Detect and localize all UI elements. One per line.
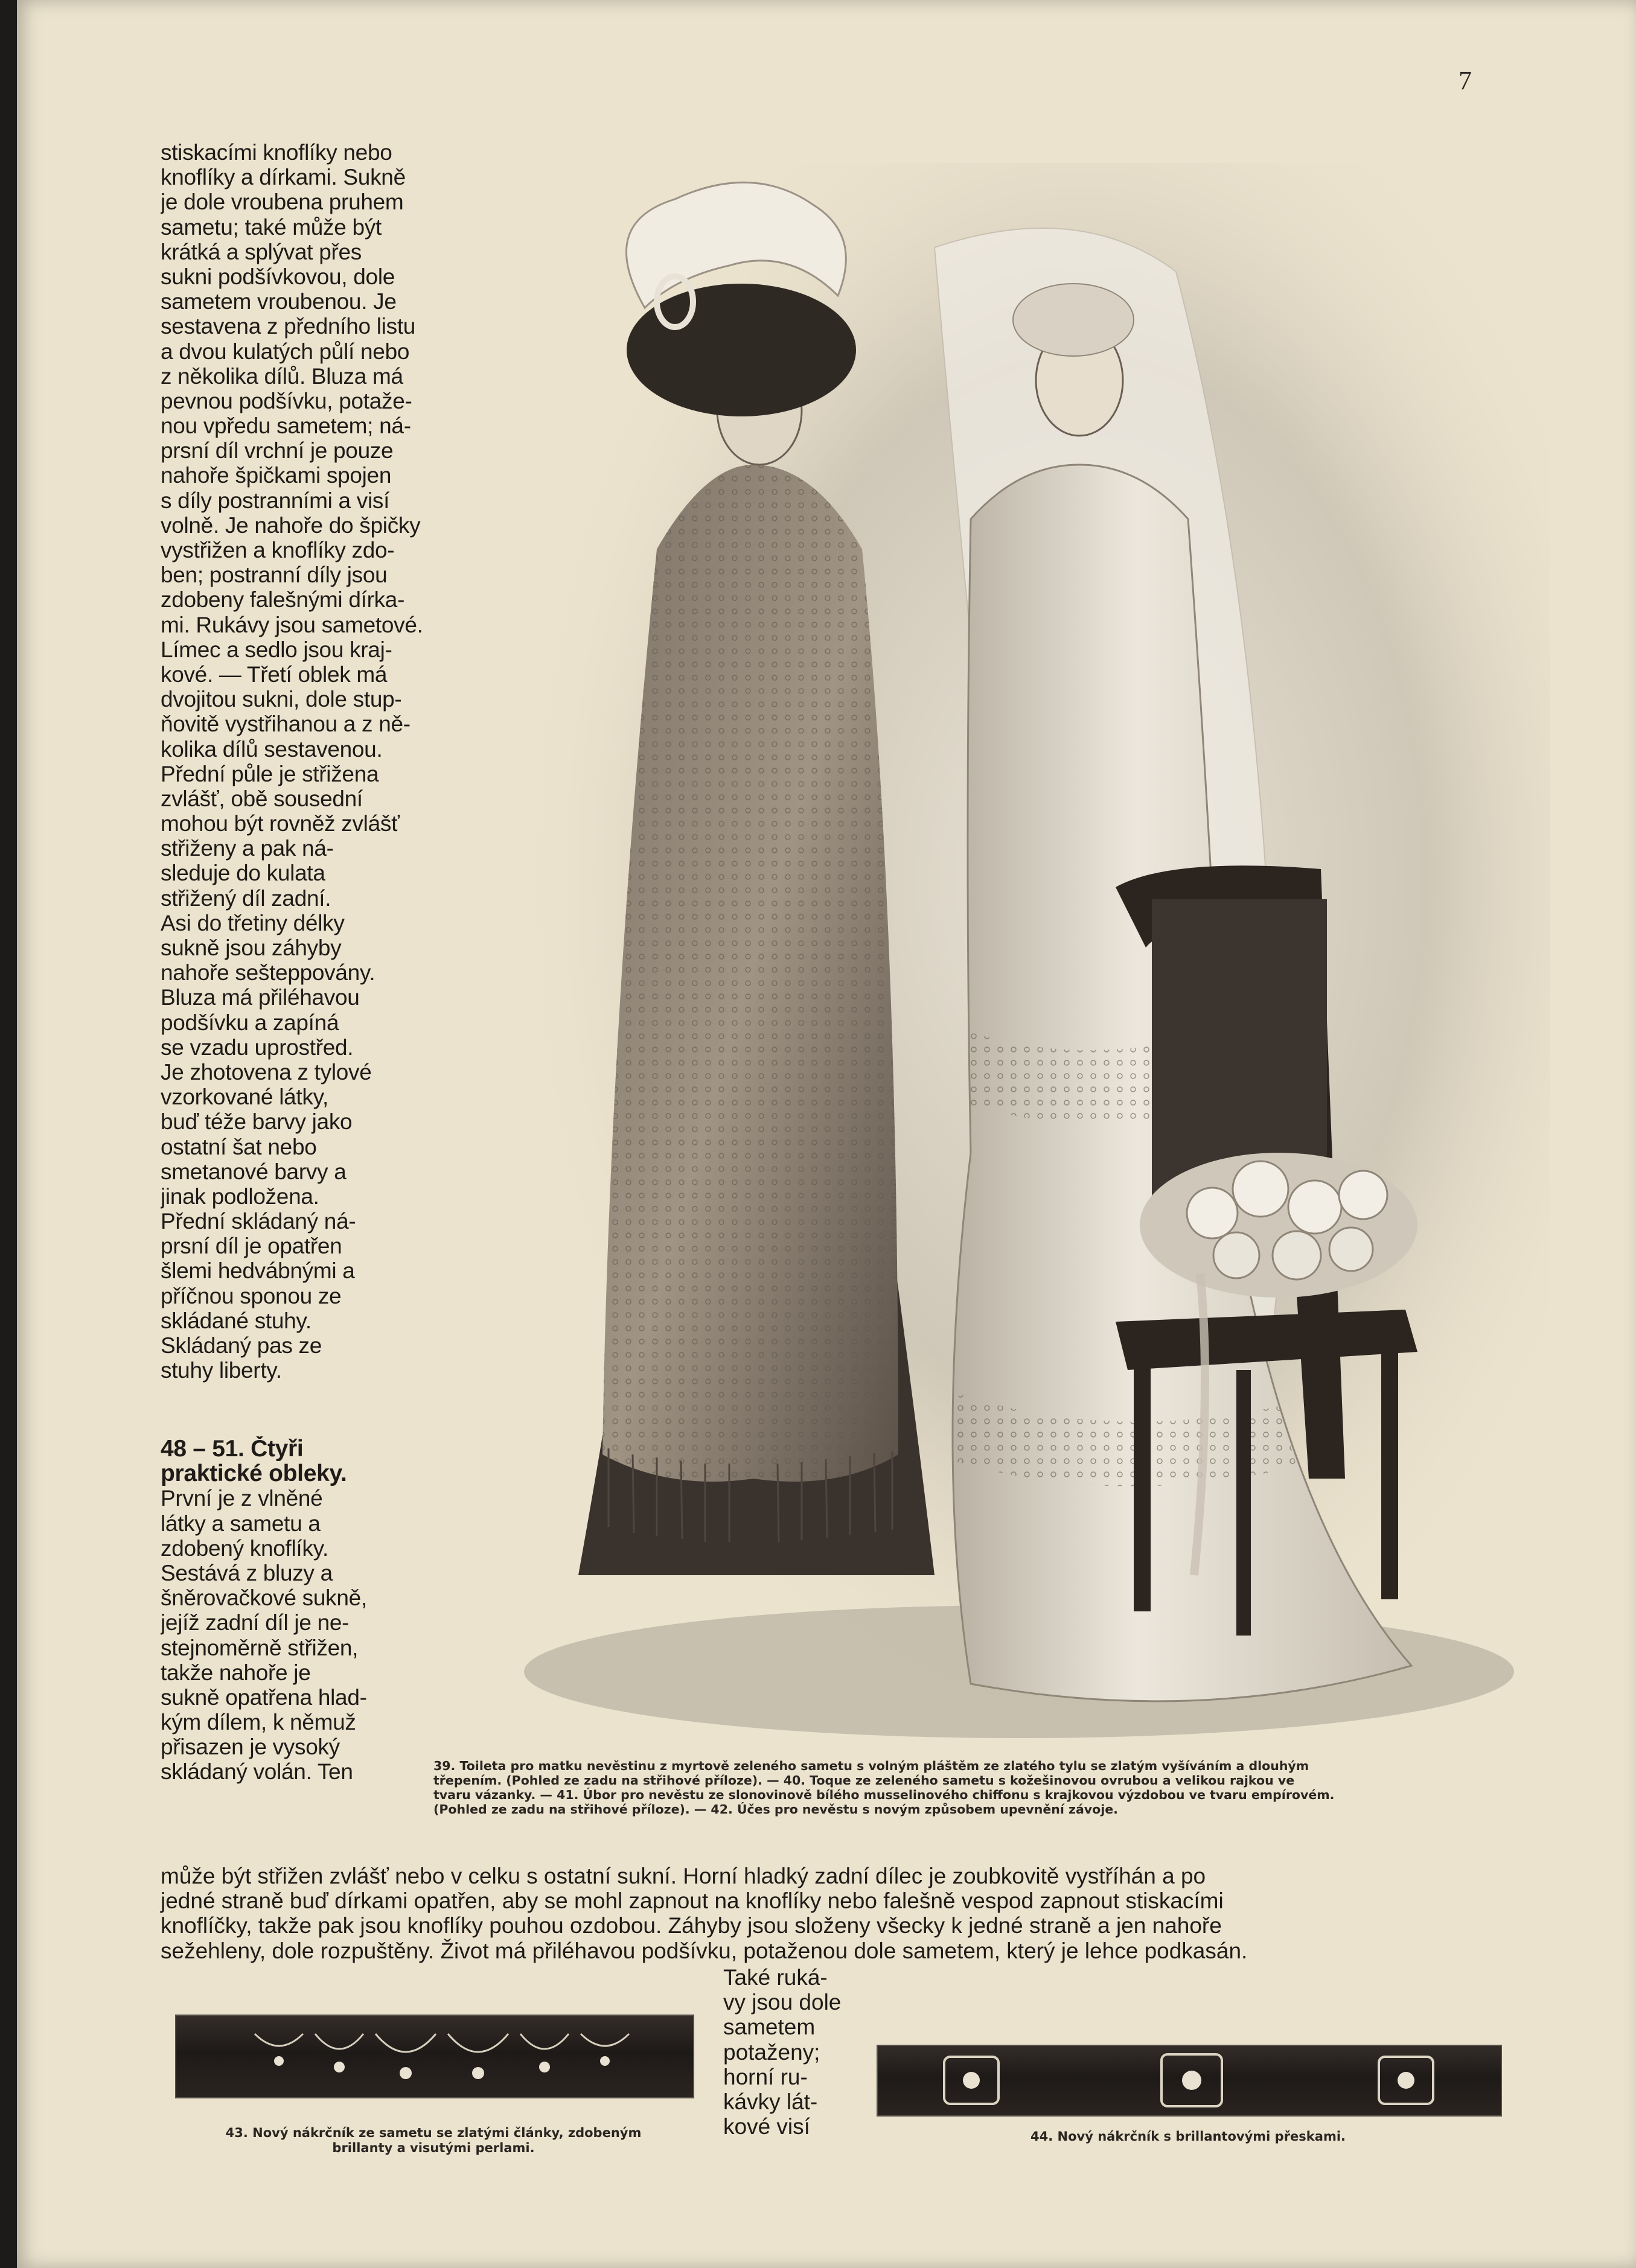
text-line: ostatní šat nebo	[161, 1134, 317, 1159]
text-line: vy jsou dole	[723, 1990, 842, 2015]
text-line: takže nahoře je	[161, 1660, 311, 1685]
text-line: smetanové barvy a	[161, 1159, 347, 1184]
section-48-51	[161, 1436, 462, 1785]
page-number: 7	[1459, 66, 1472, 95]
text-line: stuhy liberty.	[161, 1358, 282, 1383]
left-text-column	[161, 140, 462, 1383]
middle-text-column	[723, 1965, 862, 2139]
text-line: Přední půle je střižena	[161, 761, 379, 786]
text-line: sežehleny, dole rozpuštěny. Život má přiléhavou podšívku, potaženou dole sametem, který je lehce podkasán.	[161, 1938, 1248, 1963]
text-line: skládané stuhy.	[161, 1308, 312, 1333]
text-line: pevnou podšívku, potaže-	[161, 388, 412, 413]
text-line: vzorkované látky,	[161, 1085, 329, 1110]
text-line: sametu; také může být	[161, 214, 382, 240]
necklace-43-caption	[175, 2126, 692, 2156]
necklace-44-image	[877, 2045, 1502, 2117]
text-line: ňovitě vystřihanou a z ně-	[161, 712, 411, 737]
text-line: s díly postranními a visí	[161, 488, 390, 513]
text-line: z několika dílů. Bluza má	[161, 363, 403, 389]
text-line: je dole vroubena pruhem	[161, 190, 404, 215]
text-line: sestavena z předního listu	[161, 314, 416, 339]
text-line: střiženy a pak ná-	[161, 836, 334, 861]
text-line: sametem vroubenou. Je	[161, 289, 397, 314]
text-line: Je zhotovena z tylové	[161, 1059, 372, 1085]
full-width-paragraph	[161, 1864, 1501, 1963]
text-line: První je z vlněné	[161, 1486, 323, 1511]
text-line: sukně opatřena hlad-	[161, 1684, 367, 1710]
text-line: kolika dílů sestavenou.	[161, 736, 383, 762]
text-line: Také ruká-	[723, 1965, 828, 1990]
text-line: střižený díl zadní.	[161, 885, 331, 911]
text-line: Sestává z bluzy a	[161, 1560, 333, 1585]
text-line: zdobeny falešnými dírka-	[161, 587, 405, 613]
mother-hat	[627, 284, 856, 416]
text-line: šněrovačkové sukně,	[161, 1585, 367, 1611]
text-line: nou vpředu sametem; ná-	[161, 413, 411, 439]
text-line: tvaru vázanky. — 41. Úbor pro nevěstu ze slonovinově bílého musselinového chiffonu s krajkovou výzdobou ve tvaru empírovém.	[433, 1788, 1335, 1802]
text-line: přisazen je vysoký	[161, 1734, 340, 1760]
text-line: Asi do třetiny délky	[161, 910, 345, 935]
necklace-43-ornaments	[176, 2016, 693, 2097]
text-line: ben; postranní díly jsou	[161, 562, 388, 588]
text-line: jinak podložena.	[161, 1183, 319, 1209]
text-line: mohou být rovněž zvlášť	[161, 811, 400, 836]
text-line: se vzadu uprostřed.	[161, 1034, 354, 1060]
bride-hair-wreath	[1013, 284, 1134, 356]
text-line: kové visí	[723, 2114, 810, 2139]
text-line: podšívku a zapíná	[161, 1010, 339, 1035]
text-line: kým dílem, k němuž	[161, 1710, 356, 1735]
text-line: sukni podšívkovou, dole	[161, 264, 395, 289]
text-line: knoflíky a dírkami. Sukně	[161, 165, 406, 190]
text-line: skládaný volán. Ten	[161, 1759, 353, 1785]
text-line: stiskacími knoflíky nebo	[161, 140, 392, 165]
text-line: nahoře špičkami spojen	[161, 463, 392, 488]
text-line: kové. — Třetí oblek má	[161, 661, 388, 687]
text-line: zvlášť, obě sousední	[161, 786, 363, 811]
text-line: a dvou kulatých půlí nebo	[161, 339, 410, 364]
text-line: mi. Rukávy jsou sametové.	[161, 612, 423, 637]
text-line: sametem	[723, 2015, 816, 2040]
necklace-44-clasps	[878, 2046, 1501, 2115]
text-line: sukně jsou záhyby	[161, 935, 342, 960]
text-line: volně. Je nahoře do špičky	[161, 512, 421, 538]
text-line: šlemi hedvábnými a	[161, 1258, 355, 1284]
text-line: sleduje do kulata	[161, 861, 325, 886]
text-line: prsní díl vrchní je pouze	[161, 438, 394, 463]
text-line: vystřižen a knoflíky zdo-	[161, 538, 395, 562]
text-line: 39. Toileta pro matku nevěstinu z myrtově zeleného sametu s volným pláštěm ze zlatého tylu se zlatým vyšíváním a dlouhým	[433, 1759, 1309, 1773]
text-line: Límec a sedlo jsou kraj-	[161, 637, 392, 662]
text-line: Přední skládaný ná-	[161, 1209, 356, 1234]
text-line: zdobený knoflíky.	[161, 1535, 329, 1561]
section-heading-2: praktické obleky.	[161, 1461, 347, 1486]
magazine-page	[17, 0, 1636, 2268]
text-line: kávky lát-	[723, 2089, 818, 2114]
necklace-43-caption-line-1: 43. Nový nákrčník ze sametu se zlatými články, zdobeným	[225, 2126, 642, 2140]
text-line: může být střižen zvlášť nebo v celku s ostatní sukní. Horní hladký zadní dílec je zoubkovitě vystříhán a po	[161, 1864, 1206, 1888]
text-line: nahoře sešteppovány.	[161, 960, 375, 986]
text-line: třepením. (Pohled ze zadu na střihové příloze). — 40. Toque ze zeleného sametu s kožešinovou ovrubou a velikou rajkou ve	[433, 1773, 1295, 1788]
text-line: buď téže barvy jako	[161, 1109, 353, 1135]
text-line: krátká a splývat přes	[161, 239, 362, 264]
section-heading: 48 – 51. Čtyři	[161, 1436, 304, 1462]
fashion-plate-illustration	[476, 127, 1550, 1756]
text-line: Skládaný pas ze	[161, 1333, 322, 1358]
necklace-43-caption-line-2: brillanty a visutými perlami.	[332, 2141, 535, 2155]
text-line: (Pohled ze zadu na střihové příloze). — 42. Účes pro nevěstu s novým způsobem upevnění závoje.	[433, 1802, 1118, 1817]
fashion-plate-svg	[476, 127, 1550, 1756]
text-line: knoflíčky, takže pak jsou knoflíky pouhou ozdobou. Záhyby jsou složeny všecky k jedné straně a jen nahoře	[161, 1913, 1222, 1938]
text-line: Bluza má přiléhavou	[161, 985, 360, 1010]
necklace-43-image	[175, 2015, 694, 2098]
text-line: příčnou sponou ze	[161, 1283, 342, 1308]
text-line: horní ru-	[723, 2064, 808, 2089]
necklace-44-caption: 44. Nový nákrčník s brillantovými přeskami.	[1030, 2129, 1346, 2144]
text-line: látky a sametu a	[161, 1511, 321, 1536]
text-line: potaženy;	[723, 2039, 820, 2065]
text-line: prsní díl je opatřen	[161, 1234, 342, 1259]
text-line: jedné straně buď dírkami opatřen, aby se mohl zapnout na knoflíky nebo falešně vespod zapnout stiskacími	[161, 1888, 1224, 1914]
text-line: stejnoměrně střižen,	[161, 1635, 359, 1660]
plate-caption	[433, 1759, 1484, 1817]
text-line: dvojitou sukni, dole stup-	[161, 687, 402, 712]
text-line: jejíž zadní díl je ne-	[161, 1610, 350, 1636]
